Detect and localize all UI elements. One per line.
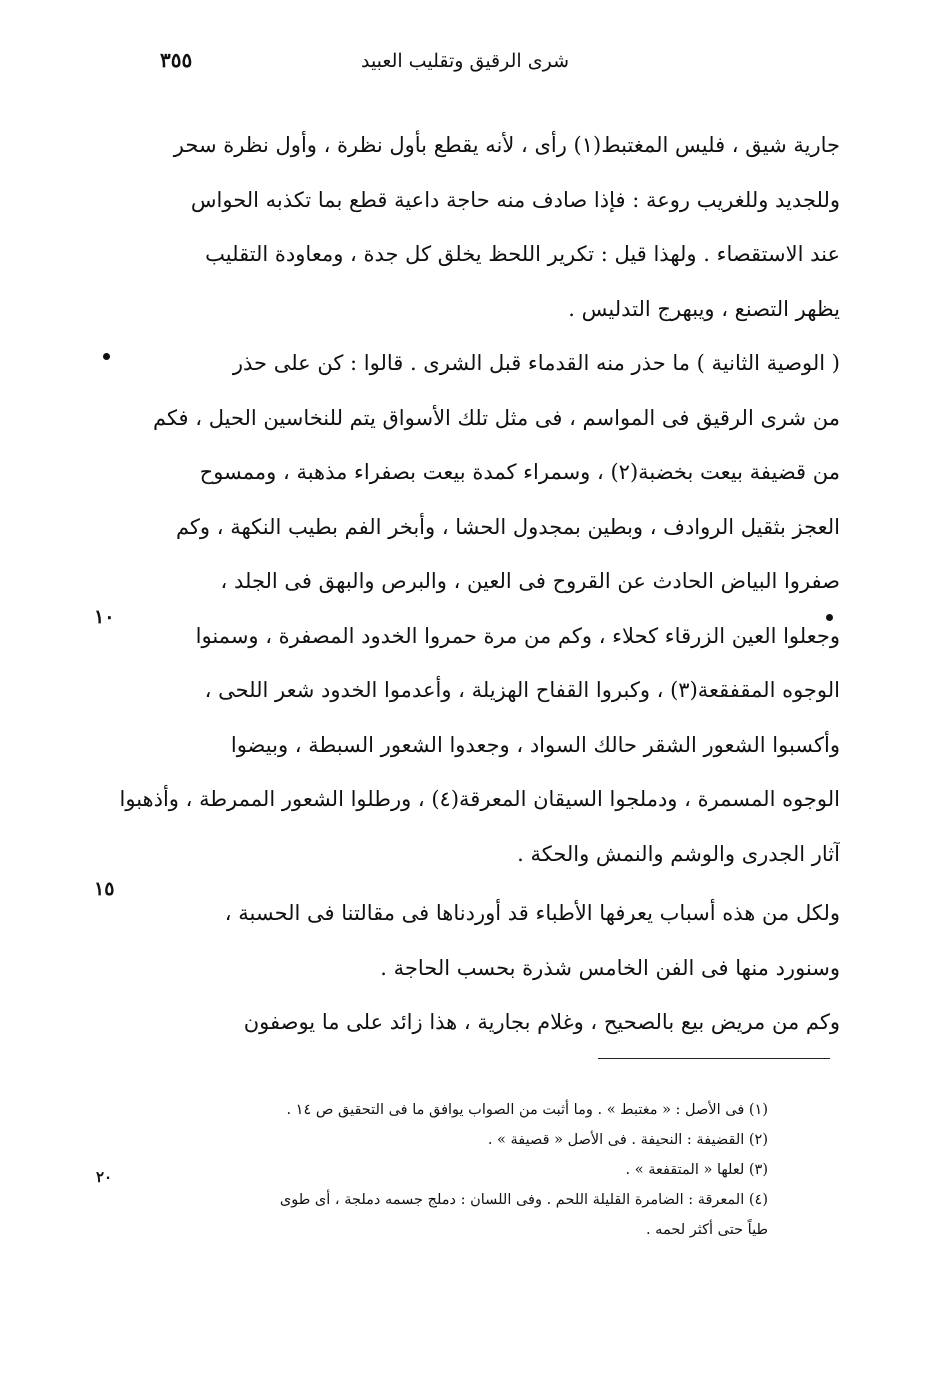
text-line: آثار الجدرى والوشم والنمش والحكة . [517, 841, 840, 866]
line-marker-dot [103, 353, 110, 360]
text-line: ولكل من هذه أسباب يعرفها الأطباء قد أوردناها فى مقالتنا فى الحسبة ، [224, 901, 840, 925]
running-header-title: شرى الرقيق وتقليب العبيد [360, 50, 570, 72]
text-line: وجعلوا العين الزرقاء كحلاء ، وكم من مرة حمروا الخدود المصفرة ، وسمنوا [195, 623, 840, 648]
line-marker-dot [826, 614, 833, 621]
text-line: صفروا البياض الحادث عن القروح فى العين ، والبرص والبهق فى الجلد ، [220, 569, 840, 593]
footnote: (٣) لعلها « المتقفعة » . [625, 1162, 768, 1178]
page-number: ٣٥٥ [160, 48, 193, 72]
text-line: جارية شيق ، فليس المغتبط(١) رأى ، لأنه يقطع بأول نظرة ، وأول نظرة سحر [173, 133, 840, 157]
text-line: الوجوه المسمرة ، ودملجوا السيقان المعرقة(٤) ، ورطلوا الشعور الممرطة ، وأذهبوا [119, 787, 840, 811]
footnote-separator [598, 1058, 830, 1059]
text-line: عند الاستقصاء . ولهذا قيل : تكرير اللحظ يخلق كل جدة ، ومعاودة التقليب [205, 242, 840, 266]
main-text [118, 118, 840, 1050]
text-line: وأكسبوا الشعور الشقر حالك السواد ، وجعدوا الشعور السبطة ، وبيضوا [230, 732, 840, 757]
text-line: وللجديد وللغريب روعة : فإذا صادف منه حاجة داعية قطع بما تكذبه الحواس [190, 187, 840, 212]
text-line: من شرى الرقيق فى المواسم ، فى مثل تلك الأسواق يتم للنخاسين الحيل ، فكم [152, 405, 840, 430]
text-line: يظهر التصنع ، ويبهرج التدليس . [568, 296, 840, 321]
footnote: (١) فى الأصل : « مغتبط » . وما أثبت من الصواب يوافق ما فى التحقيق ص ١٤ . [286, 1102, 768, 1118]
text-line: وسنورد منها فى الفن الخامس شذرة بحسب الحاجة . [380, 955, 840, 980]
line-number-15: ١٥ [94, 878, 115, 900]
text-line: وكم من مريض بيع بالصحيح ، وغلام بجارية ، هذا زائد على ما يوصفون [243, 1010, 840, 1034]
text-line: ( الوصية الثانية ) ما حذر منه القدماء قبل الشرى . قالوا : كن على حذر [232, 351, 840, 375]
footnote-continuation: طياً حتى أكثر لحمه . [645, 1222, 768, 1238]
text-line: العجز بثقيل الروادف ، وبطين بمجدول الحشا ، وأبخر الفم بطيب النكهة ، وكم [175, 514, 840, 539]
footnotes [148, 1095, 768, 1245]
footnote: (٤) المعرقة : الضامرة القليلة اللحم . وفى اللسان : دملج جسمه دملجة ، أى طوى [279, 1192, 768, 1208]
line-number-10: ١٠ [94, 606, 115, 628]
line-number-20: ٢٠ [96, 1168, 113, 1186]
text-line: الوجوه المقفقعة(٣) ، وكبروا القفاح الهزيلة ، وأعدموا الخدود شعر اللحى ، [204, 678, 840, 702]
footnote: (٢) القضيفة : النحيفة . فى الأصل « قصيفة » . [487, 1132, 768, 1148]
text-line: من قضيفة بيعت بخضبة(٢) ، وسمراء كمدة بيعت بصفراء مذهبة ، وممسوح [199, 460, 840, 484]
